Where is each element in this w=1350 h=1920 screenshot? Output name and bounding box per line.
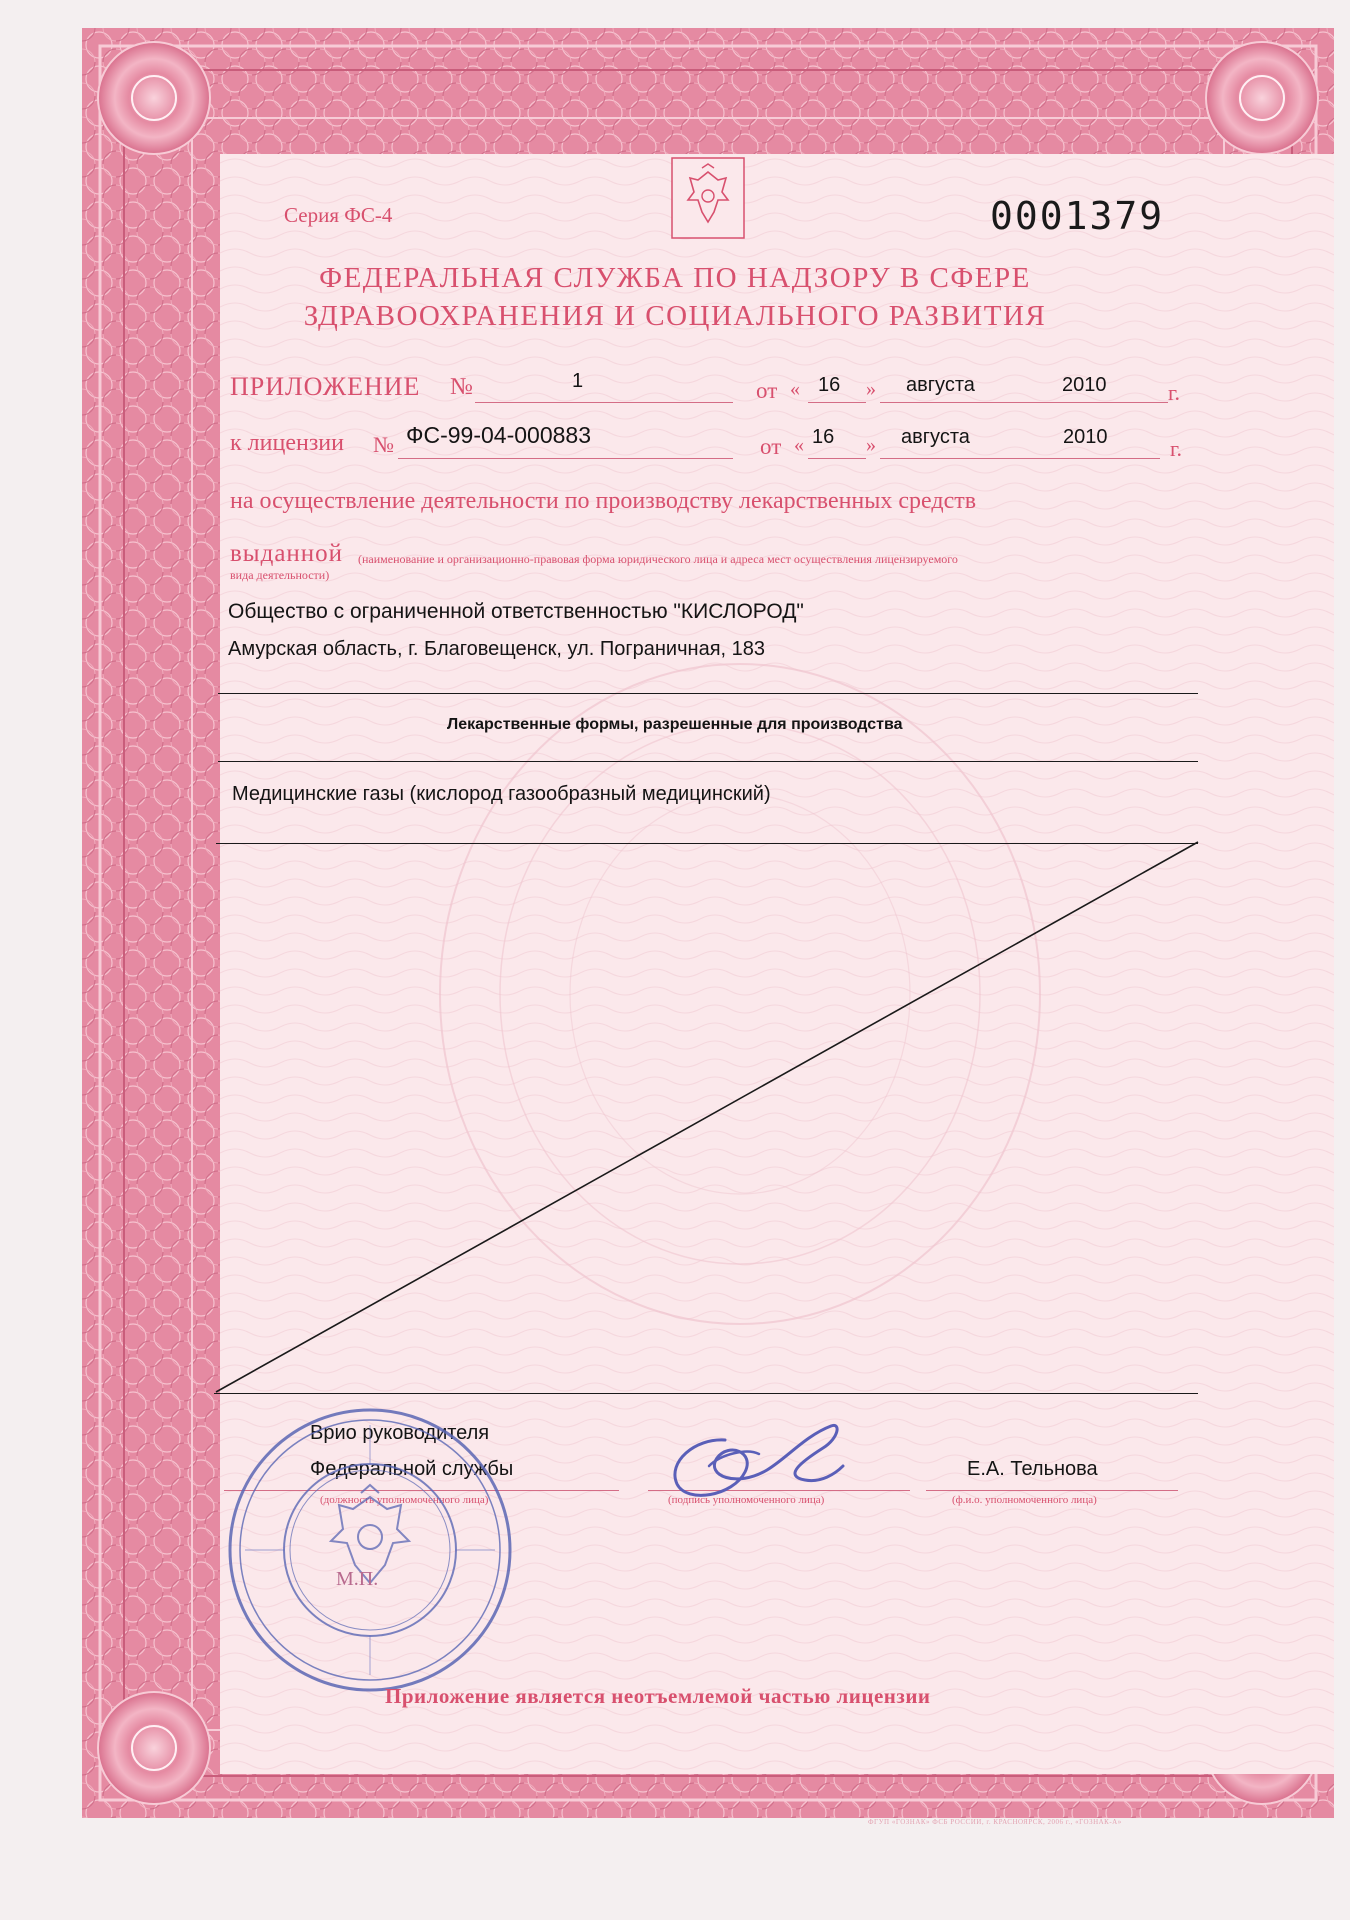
license-year-suffix: г. xyxy=(1170,436,1183,461)
appendix-year: 2010 xyxy=(1062,374,1107,396)
title-line-2: ЗДРАВООХРАНЕНИЯ И СОЦИАЛЬНОГО РАЗВИТИЯ xyxy=(303,300,1047,332)
license-quote-open: « xyxy=(794,434,804,456)
signature-hint: (подпись уполномоченного лица) xyxy=(668,1494,825,1506)
license-no-sign: № xyxy=(373,432,394,457)
signatory-name: Е.А. Тельнова xyxy=(967,1458,1098,1480)
table-row-1: Медицинские газы (кислород газообразный медицинский) xyxy=(232,783,771,805)
table-rule-top xyxy=(218,693,1198,694)
name-line xyxy=(926,1490,1178,1491)
issued-hint-line-2: вида деятельности) xyxy=(230,568,330,582)
company-name: Общество с ограниченной ответственностью "КИСЛОРОД" xyxy=(228,600,804,623)
license-date-line xyxy=(880,458,1160,459)
license-year: 2010 xyxy=(1063,426,1108,448)
printer-imprint: ФГУП «ГОЗНАК» ФСБ РОССИИ, г. КРАСНОЯРСК, 2006 г., «ГОЗНАК-А» xyxy=(868,1818,1122,1826)
appendix-quote-open: « xyxy=(790,378,800,400)
appendix-date-line xyxy=(880,402,1168,403)
name-hint: (ф.и.о. уполномоченного лица) xyxy=(952,1494,1097,1506)
table-rule-bottom xyxy=(214,1393,1198,1394)
official-seal-stamp xyxy=(225,1405,515,1695)
license-number: ФС-99-04-000883 xyxy=(406,422,591,448)
license-quote-close: » xyxy=(866,434,876,456)
license-day-line xyxy=(808,458,866,459)
appendix-day-line xyxy=(808,402,866,403)
appendix-month: августа xyxy=(906,374,975,396)
issued-hint-line-1: (наименование и организационно-правовая форма юридического лица и адреса мест осуществления лицензируемого xyxy=(358,552,958,566)
position-line-2: Федеральной службы xyxy=(310,1458,514,1480)
appendix-number-line xyxy=(475,402,733,403)
license-label: к лицензии xyxy=(230,430,344,456)
handwritten-signature xyxy=(655,1400,845,1510)
table-rule-header xyxy=(218,761,1198,762)
license-day: 16 xyxy=(812,426,835,448)
company-address: Амурская область, г. Благовещенск, ул. Пограничная, 183 xyxy=(228,638,766,660)
appendix-day: 16 xyxy=(818,374,841,396)
activity-text: на осуществление деятельности по производству лекарственных средств xyxy=(230,488,977,514)
table-header: Лекарственные формы, разрешенные для производства xyxy=(447,716,903,733)
form-number: 0001379 xyxy=(990,194,1165,238)
stamp-place-label: М.П. xyxy=(336,1568,379,1590)
table-blank-strikeout xyxy=(214,840,1202,1396)
appendix-label: ПРИЛОЖЕНИЕ xyxy=(230,372,421,401)
appendix-number: 1 xyxy=(572,370,584,392)
appendix-year-suffix: г. xyxy=(1168,380,1181,405)
license-from-label: от xyxy=(760,434,782,459)
title-line-1: ФЕДЕРАЛЬНАЯ СЛУЖБА ПО НАДЗОРУ В СФЕРЕ xyxy=(319,262,1031,294)
coat-of-arms-icon xyxy=(670,156,746,240)
license-number-line xyxy=(398,458,733,459)
series-label: Серия ФС-4 xyxy=(284,203,393,227)
footer-note: Приложение является неотъемлемой частью лицензии xyxy=(385,1684,931,1708)
appendix-from-label: от xyxy=(756,378,778,403)
appendix-quote-close: » xyxy=(866,378,876,400)
position-line-1: Врио руководителя xyxy=(310,1422,490,1444)
appendix-no-sign: № xyxy=(450,374,473,400)
issued-label: выданной xyxy=(230,540,344,567)
license-month: августа xyxy=(901,426,970,448)
position-hint: (должность уполномоченного лица) xyxy=(320,1494,489,1506)
